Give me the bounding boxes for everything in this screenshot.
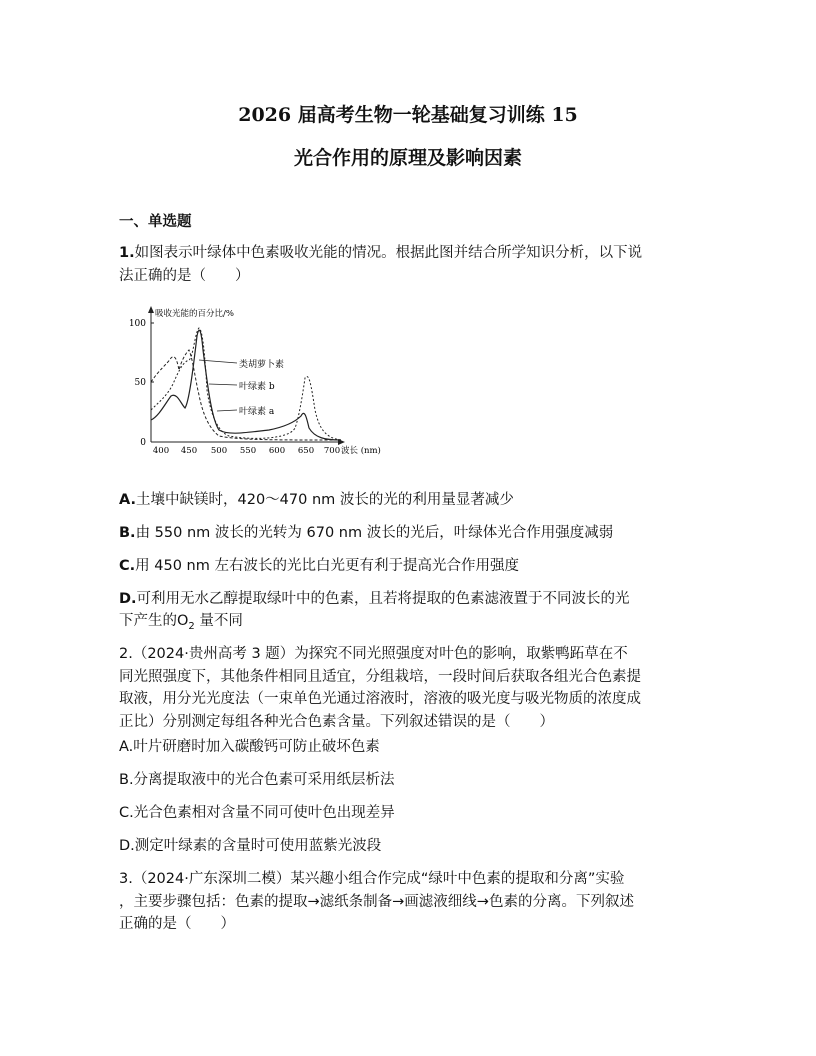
question-2-line4: 正比）分别测定每组各种光合色素含量。下列叙述错误的是（ ） [119, 713, 554, 730]
option-d-line2-post: 量不同 [194, 613, 243, 629]
option-d-line2-pre: 下产生的 [119, 613, 177, 629]
option-c-text: 用 450 nm 左右波长的光比白光更有利于提高光合作用强度 [135, 558, 519, 574]
option-a-label: A. [119, 492, 136, 508]
document-title-line2: 光合作用的原理及影响因素 [293, 147, 522, 169]
legend-chlorophyll-a: 叶绿素 a [239, 407, 275, 417]
question-3-line1: 3.（2024·广东深圳二模）某兴趣小组合作完成“绿叶中色素的提取和分离”实验 [119, 871, 625, 887]
question-1-stem-line1: 如图表示叶绿体中色素吸收光能的情况。根据此图并结合所学知识分析，以下说 [134, 245, 643, 261]
section-heading: 一、单选题 [119, 214, 192, 230]
y-axis-arrow [148, 306, 154, 313]
question-1-option-d[interactable] [119, 588, 701, 638]
question-2-line3: 取液，用分光光度法（一束单色光通过溶液时，溶液的吸光度与吸光物质的浓度成 [119, 691, 641, 707]
x-axis-label: 波长 (nm) [341, 446, 381, 456]
y-tick-0: 0 [140, 438, 146, 448]
option-c-label: C. [119, 558, 136, 574]
x-tick-400: 400 [152, 446, 170, 456]
question-1-option-c[interactable] [119, 555, 701, 577]
question-1-option-a[interactable] [119, 489, 701, 511]
absorption-spectrum-figure [119, 300, 409, 460]
question-2-line2: 同光照强度下，其他条件相同且适宜，分组栽培，一段时间后获取各组光合色素提 [119, 668, 641, 685]
option-b-label: B. [119, 525, 136, 541]
x-tick-500: 500 [210, 446, 228, 456]
oxygen-symbol: O [177, 613, 189, 629]
option-b-text: 由 550 nm 波长的光转为 670 nm 波长的光后，叶绿体光合作用强度减弱 [135, 525, 614, 541]
question-1-stem-line2: 法正确的是（ ） [119, 267, 250, 284]
question-2-line1: 2.（2024·贵州高考 3 题）为探究不同光照强度对叶色的影响，取紫鸭跖草在不 [119, 646, 628, 662]
y-tick-50: 50 [134, 378, 146, 388]
x-tick-600: 600 [268, 446, 286, 456]
question-2-option-a[interactable]: A.叶片研磨时加入碳酸钙可防止破坏色素 [119, 739, 380, 755]
option-d-line1: 可利用无水乙醇提取绿叶中的色素，且若将提取的色素滤液置于不同波长的光 [136, 591, 630, 607]
option-a-text: 土壤中缺镁时，420～470 nm 波长的光的利用量显著减少 [136, 492, 514, 508]
question-3-line2: ，主要步骤包括：色素的提取→滤纸条制备→画滤液细线→色素的分离。下列叙述 [119, 893, 634, 910]
question-1-option-b[interactable] [119, 522, 701, 544]
question-2-option-c[interactable]: C.光合色素相对含量不同可使叶色出现差异 [119, 805, 395, 821]
x-tick-700: 700 [323, 446, 341, 456]
question-2-option-b[interactable]: B.分离提取液中的光合色素可采用纸层析法 [119, 772, 395, 788]
oxygen-subscript: 2 [188, 620, 195, 632]
question-2-option-d[interactable]: D.测定叶绿素的含量时可使用蓝紫光波段 [119, 838, 382, 854]
option-d-label: D. [119, 591, 137, 607]
y-tick-100: 100 [128, 319, 146, 329]
question-3-stem [119, 868, 701, 936]
x-tick-550: 550 [239, 446, 257, 456]
question-3-line3: 正确的是（ ） [119, 916, 235, 932]
x-tick-650: 650 [297, 446, 315, 456]
legend-carotenoid: 类胡萝卜素 [239, 360, 285, 370]
question-2-stem [119, 643, 701, 733]
document-title-line1: 2026 届高考生物一轮基础复习训练 15 [238, 104, 578, 126]
question-1-stem [119, 242, 701, 287]
y-axis-label: 吸收光能的百分比/% [155, 309, 234, 319]
legend-chlorophyll-b: 叶绿素 b [239, 382, 275, 392]
question-1-number: 1. [119, 245, 135, 261]
x-tick-450: 450 [180, 446, 198, 456]
